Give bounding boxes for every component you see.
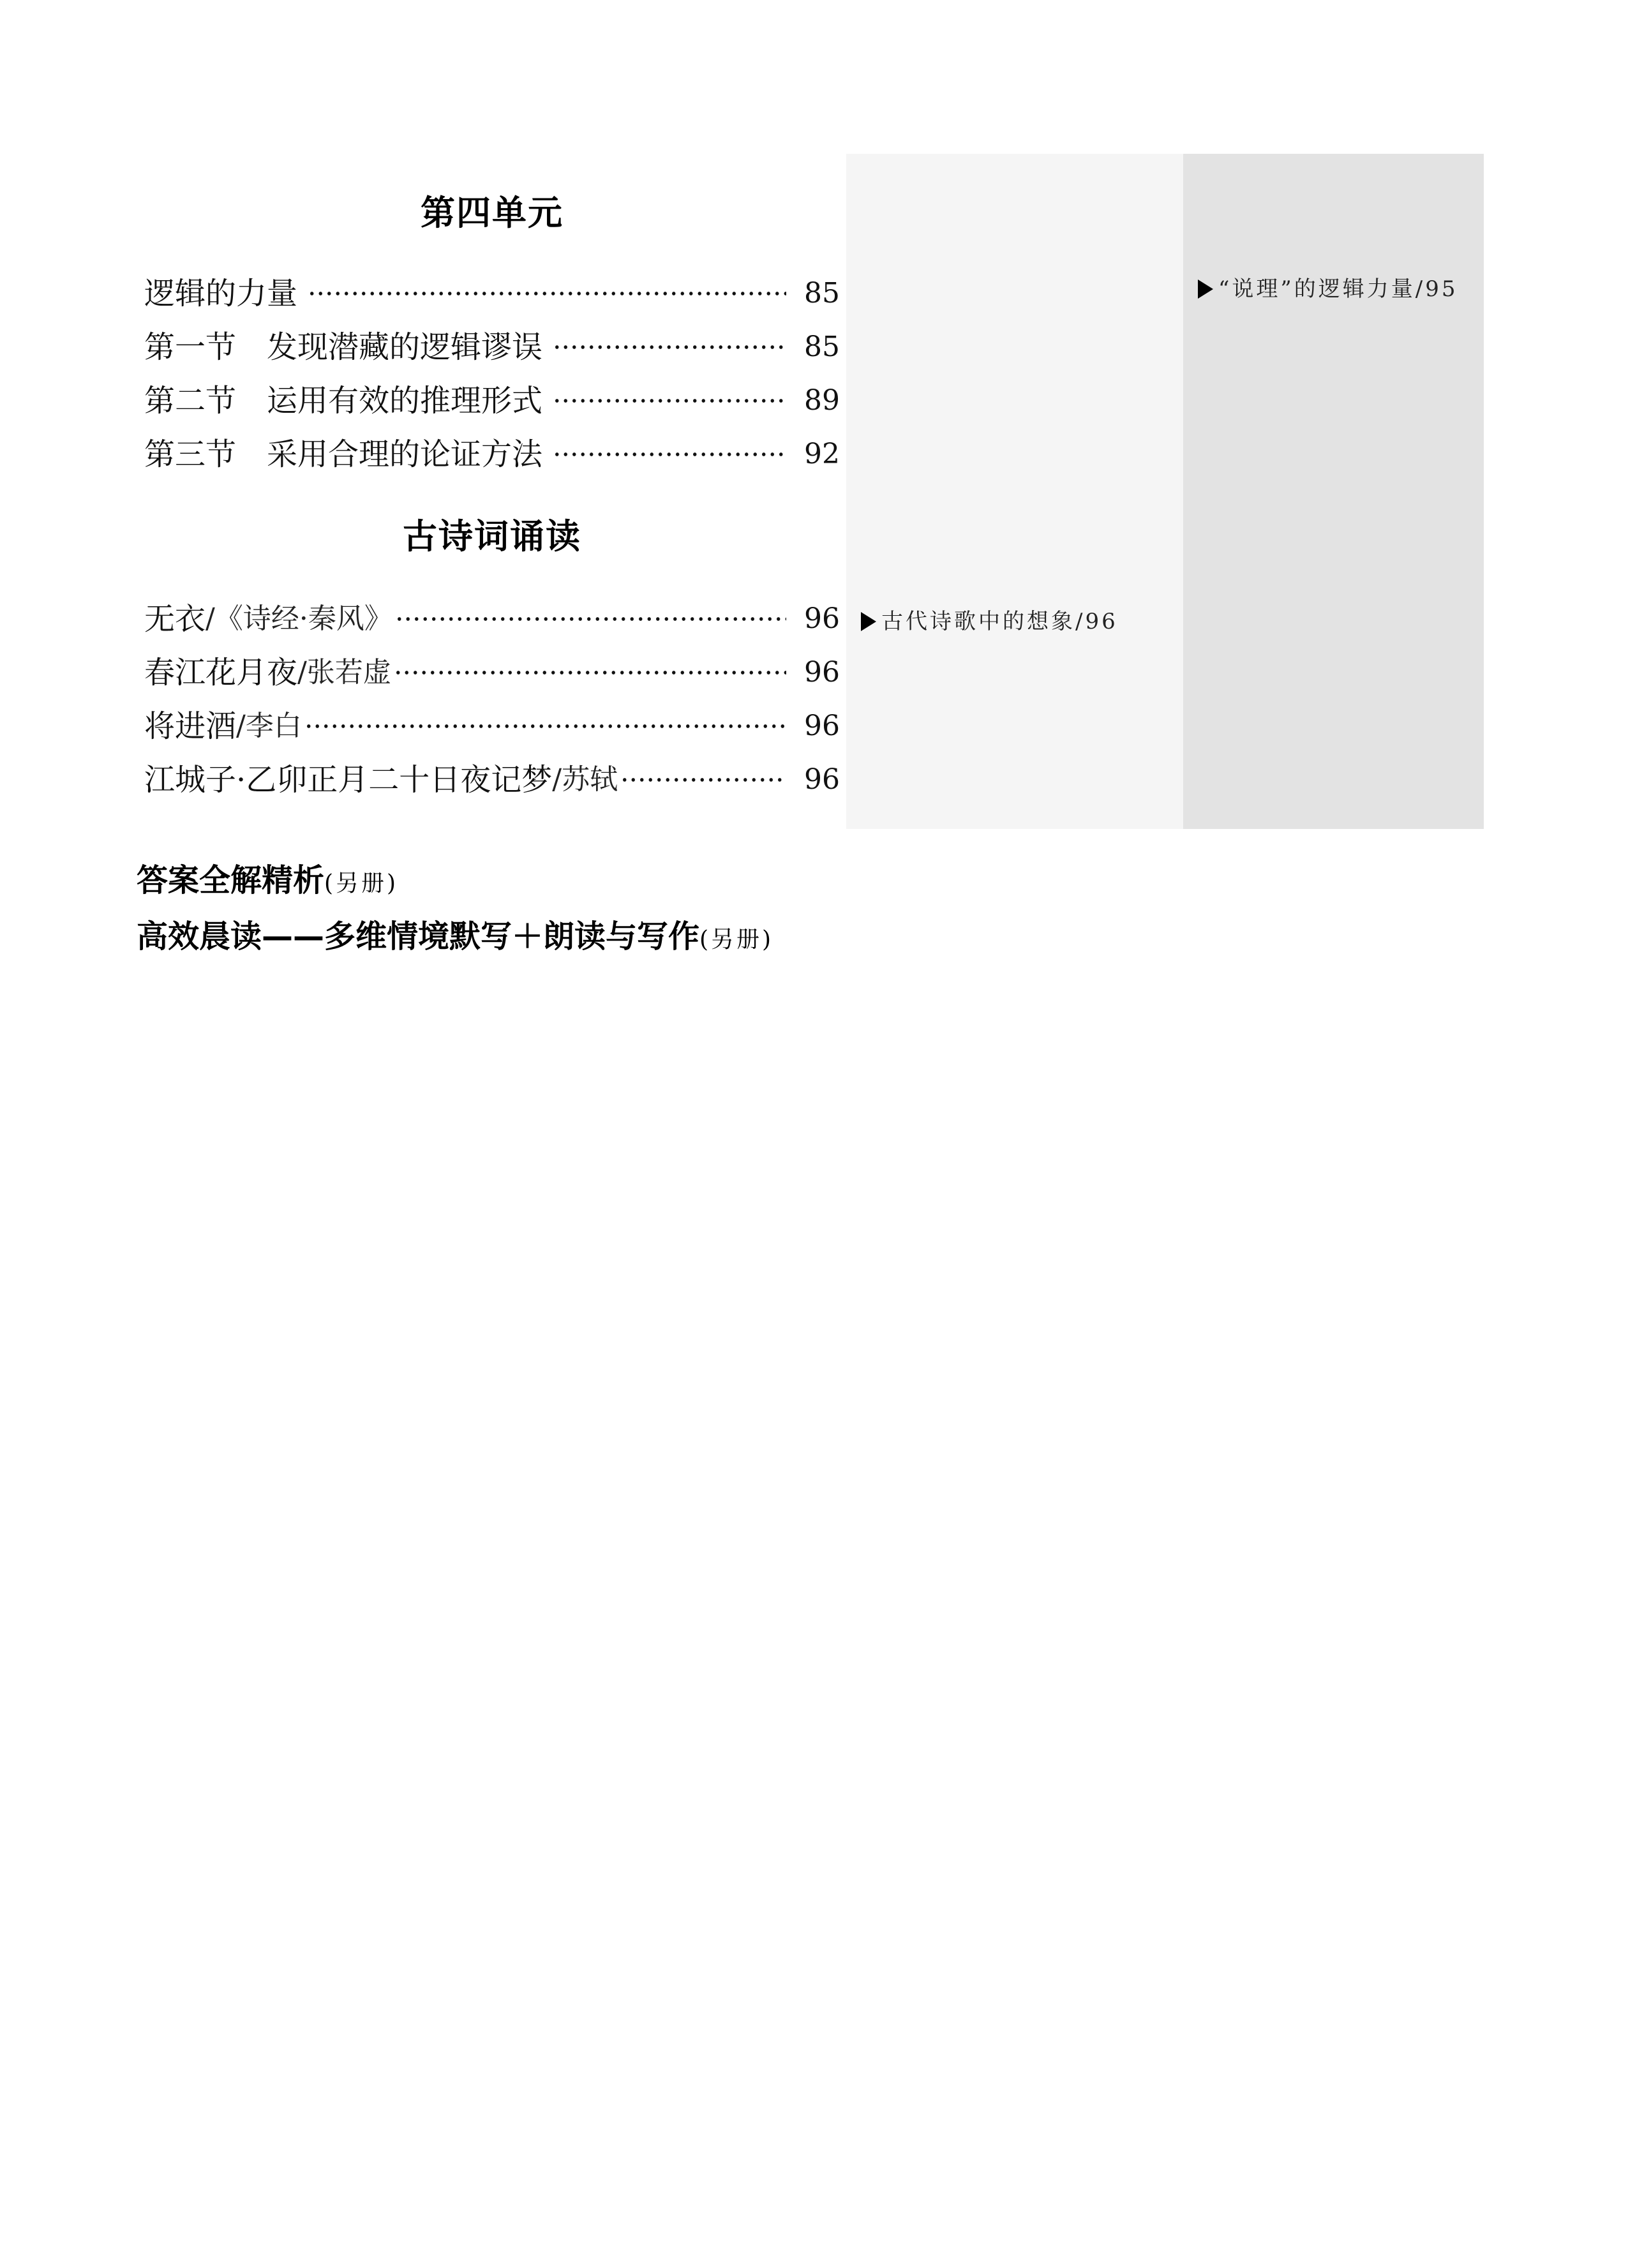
footer-main-text: 答案全解精析 <box>137 862 325 899</box>
entry-author: /张若虚 <box>297 656 391 689</box>
entry-author: /李白 <box>236 710 302 742</box>
toc-entry <box>144 267 840 320</box>
footer-morning-reading-line <box>137 918 773 959</box>
dot-leader <box>553 320 786 374</box>
side-note-text: “说理”的逻辑力量/95 <box>1218 276 1458 302</box>
footer-note: (另册) <box>699 927 774 953</box>
entry-title: 采用合理的论证方法 <box>267 436 543 472</box>
dot-leader <box>395 592 786 646</box>
toc-entry <box>144 646 840 699</box>
page-number: 85 <box>804 277 840 310</box>
entry-title: 运用有效的推理形式 <box>267 383 543 419</box>
section-title-unit-4: 第四单元 <box>421 193 564 233</box>
toc-entry <box>144 374 840 428</box>
entry-title: 江城子·乙卯正月二十日夜记梦 <box>144 762 553 798</box>
side-column-dark <box>1183 154 1484 829</box>
footer-note: (另册) <box>324 870 399 897</box>
entry-title: 无衣 <box>144 601 206 637</box>
entry-title: 逻辑的力量 <box>144 276 298 311</box>
page-number: 96 <box>804 710 840 742</box>
dot-leader <box>553 428 786 481</box>
dot-leader <box>620 753 786 807</box>
toc-entry <box>144 320 840 374</box>
side-note-text: 古代诗歌中的想象/96 <box>881 609 1118 634</box>
entry-author: /《诗经·秦风》 <box>205 602 392 635</box>
footer-main-text: 高效晨读——多维情境默写＋朗读与写作 <box>137 918 700 955</box>
toc-entry <box>144 592 840 646</box>
section-title-classical-poetry: 古诗词诵读 <box>403 516 581 556</box>
toc-entry <box>144 428 840 481</box>
footer-answers-line <box>137 862 398 903</box>
entry-title: 春江花月夜 <box>144 655 298 690</box>
page-number: 92 <box>804 438 840 470</box>
toc-entry <box>144 699 840 753</box>
toc-entry <box>144 753 840 807</box>
side-note-reasoning <box>1198 275 1458 303</box>
dot-leader <box>553 374 786 428</box>
entry-number: 第一节 <box>144 329 237 365</box>
play-triangle-icon <box>861 612 876 631</box>
table-of-contents <box>144 193 840 807</box>
dot-leader <box>394 646 786 699</box>
page-number: 96 <box>804 763 840 796</box>
page-number: 89 <box>804 384 840 417</box>
page-number: 96 <box>804 602 840 635</box>
entry-author: /苏轼 <box>552 763 618 796</box>
page-number: 96 <box>804 656 840 689</box>
entry-number: 第二节 <box>144 383 237 419</box>
side-note-imagination <box>861 608 1118 636</box>
side-column-light <box>846 154 1183 829</box>
play-triangle-icon <box>1198 280 1213 299</box>
page-number: 85 <box>804 331 840 363</box>
dot-leader <box>304 699 786 753</box>
dot-leader <box>308 267 786 320</box>
entry-title: 将进酒 <box>144 708 237 744</box>
entry-number: 第三节 <box>144 436 237 472</box>
entry-title: 发现潜藏的逻辑谬误 <box>267 329 543 365</box>
